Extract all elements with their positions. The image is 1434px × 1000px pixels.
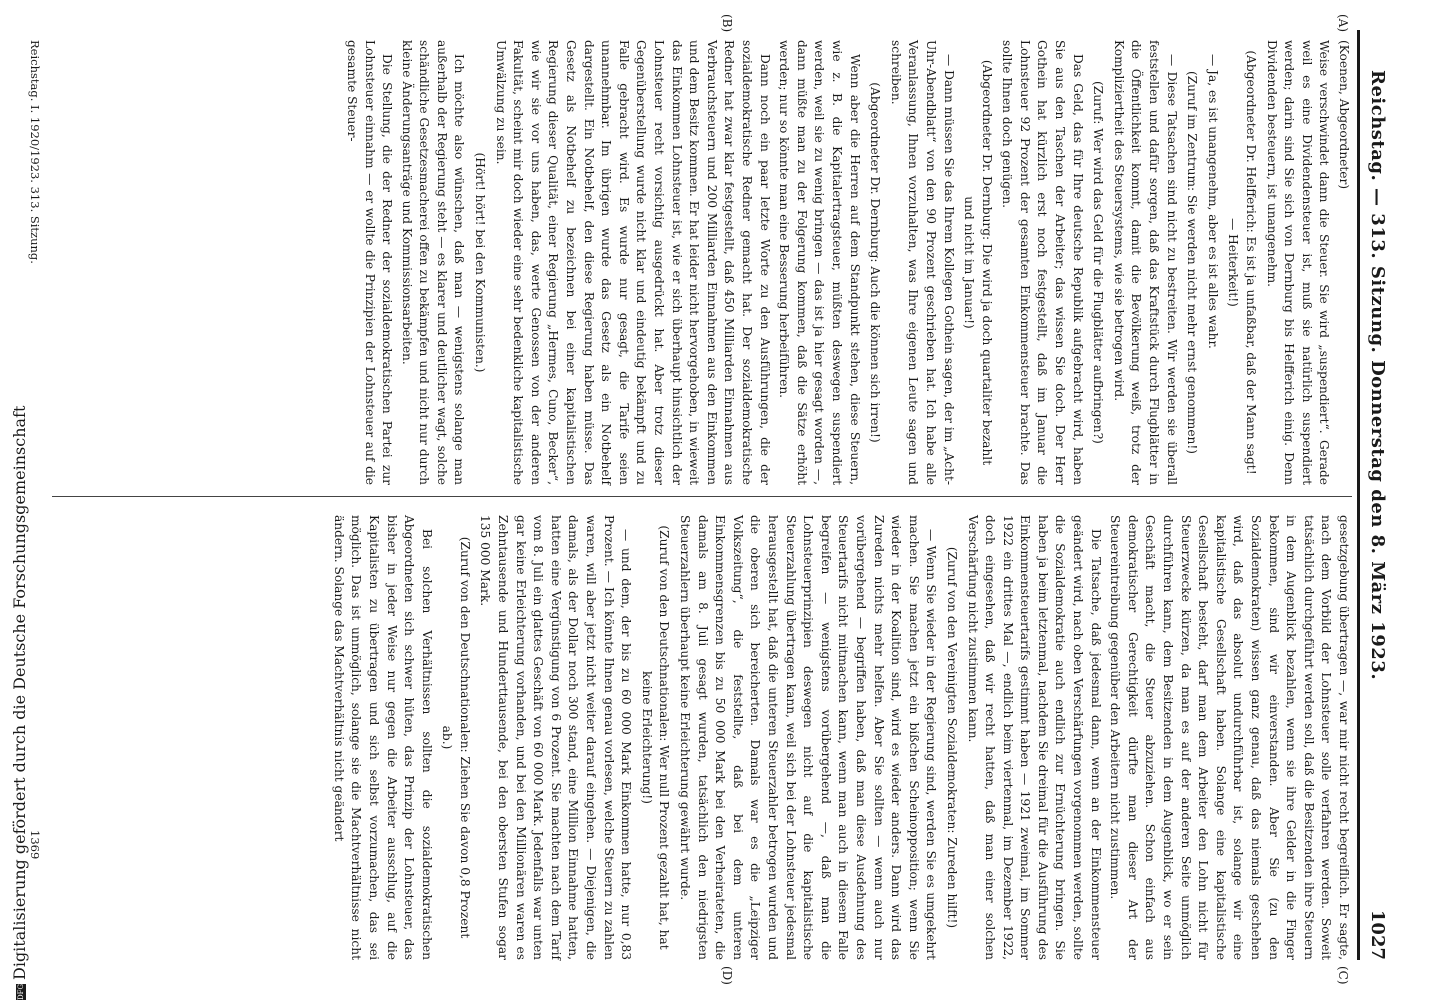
dfg-logo: DFG xyxy=(16,983,25,1000)
left-column xyxy=(340,40,1352,485)
paragraph: Die Stellung, die der Redner der sozialdemokratischen Partei zur Lohnsteuer einnahm — er wollte die Prinzipien der Lohnsteuer auf die gesamte Steuer- xyxy=(344,40,395,485)
paragraph: Die Tatsache, daß jedesmal dann, wenn an der Einkommensteuer geändert wird, nach oben Verschärfungen vorgenommen werden, sollte die Sozialdemokratie auch endlich zur Ernüchterung bringen. Sie haben ja beim letztenmal, nachdem Sie dreimal für die Ausführung des Einkommensteuertarifs gestimmt haben — 1921 zweimal, im Sommer 1922 ein drittes Mal —, endlich beim viertenmal, im Dezember 1922, doch eingesehen, daß wir recht hatten, daß man einer solchen Verschärfung nicht zustimmen kann. xyxy=(965,515,1103,960)
column-divider xyxy=(52,496,1352,497)
header-rule xyxy=(1357,30,1360,960)
paragraph: Weise verschwindet dann die Steuer. Sie wird „suspendiert“. Gerade weil es eine Dividendensteuer ist, muß sie natürlich suspendiert werden; darin sind Sie sich von Dernburg bis Helfferich einig. Denn Dividenden besteuern, ist unangenehm. xyxy=(1264,40,1332,485)
interjection: (Abgeordneter Dr. Dernburg: Die wird ja doch quartaliter bezahlt und nicht im Januar!) xyxy=(962,59,994,466)
credit-line xyxy=(10,0,29,1000)
footer-source: Reichstag. I. 1920/1923. 313. Sitzung. xyxy=(28,40,42,264)
interjection: (Zuruf im Zentrum: Sie werden nicht mehr ernst genommen!) xyxy=(1185,70,1200,455)
credit-text: Digitalisierung gefördert durch die Deutsche Forschungsgemeinschaft xyxy=(10,405,29,980)
page-title: Reichstag. — 313. Sitzung. Donnerstag den 8. März 1923. xyxy=(1367,70,1388,681)
paragraph: — Wenn Sie wieder in der Regierung sind, werden Sie es umgekehrt machen. Sie machen jetzt ein bißchen Scheinopposition; wenn Sie wieder in der Koalition sind, wird es wieder anders. Dann wird das Zureden nichts mehr helfen. Aber Sie sollten — wenn auch nur vorübergehend — begriffen haben, daß man diese Ausdehnung des Steuertarifs nicht mitmachen kann, wenn man auch in diesem Falle begreifen — wenigstens vorübergehend —, daß man die Lohnsteuerprinzipien deswegen nicht auf die kapitalistische Steuerzahlung übertragen kann, weil sich bei der Lohnsteuer jedesmal herausgestellt hat, daß die unteren Steuerzahler betrogen wurden und die oberen sich bereicherten. Damals war es die „Leipziger Volkszeitung“, die feststellte, daß bei dem unteren Einkommensgrenzen bis zu 50 000 Mark bei den Verheirateten, die damals am 8. Juli gesagt wurden, tatsächlich den niedrigsten Steuerzahlern überhaupt keine Erleichterung gewährt wurde. xyxy=(678,515,939,960)
footer-number: 1369 xyxy=(28,830,42,860)
margin-mark-c: (C) xyxy=(1336,966,1350,985)
paragraph: gesetzgebung übertragen —, war mir nicht recht begreiflich. Er sagte, nach dem Vorbild der Lohnsteuer solle verfahren werden. Soweit tatsächlich durchgeführt werden soll, daß die Besitzenden ihre Steuern in dem Augenblick bezahlen, wenn sie ihre Gelder in die Finger bekommen, sind wir einverstanden. Aber Sie (zu den Sozialdemokraten) wissen ganz genau, daß das niemals geschehen wird, daß das absolut undurchführbar ist, solange wir eine kapitalistische Gesellschaft haben. Solange eine kapitalistische Gesellschaft besteht, darf man dem Arbeiter den Lohn nicht für Steuerzwecke kürzen, da man es auf der anderen Seite unmöglich durchführen kann, dem Besitzenden in dem Augenblick, wo er sein Geschäft macht, die Steuer abzuziehen. Schon einfach aus demokratischer Gerechtigkeit dürfte man dieser Art der Steuereintreibung gegenüber den Arbeitern nicht zustimmen. xyxy=(1108,515,1351,960)
interjection: (Zuruf: Wer wird das Geld für die Flugblätter aufbringen?) xyxy=(1091,81,1106,444)
margin-mark-d: (D) xyxy=(720,966,734,985)
paragraph: Ich möchte also wünschen, daß man — wenigstens solange man außerhalb der Regierung steht — es klarer und deutlicher wagt, solche schändliche Gesetzesmacherei offen zu bekämpfen und nicht nur durch kleine Änderungsanträge und Kommissionsarbeiten. xyxy=(399,40,467,485)
margin-mark-a: (A) xyxy=(1336,14,1350,33)
interjection: (Zuruf von den Deutschnationalen: Wer null Prozent gezahlt hat, hat keine Erleichterung!) xyxy=(639,525,672,950)
paragraph: — und dem, der bis zu 60 000 Mark Einkommen hatte, nur 0,83 Prozent. — Ich könnte Ihnen genau vorlesen, welche Steuern zu zahlen waren, will aber jetzt nicht weiter darauf eingehen. — Diejenigen, die damals, als der Dollar noch 300 stand, eine Million Einnahme hatten, hatten eine Vergünstigung von 6 Prozent. Sie machten nach dem Tarif vom 8. Juli ein glattes Geschäft von 60 000 Mark. Jedenfalls war unten gar keine Erleichterung vorhanden, und bei den Millionären waren es Zehntausende und Hunderttausende, bei den obersten Stufen sogar 135 000 Mark. xyxy=(478,515,634,960)
page-number: 1027 xyxy=(1367,909,1388,960)
interjection: (Abgeordneter Dr. Dernburg: Auch die können sich irren!) xyxy=(868,82,883,443)
paragraph: — Dann müssen Sie das Ihrem Kollegen Gothein sagen, der im „Acht-Uhr-Abendblatt“ von den 90 Prozent geschrieben hat. Ich habe alle Veranlassung, Ihnen vorzuhalten, was Ihre eigenen Leute sagen und schreiben. xyxy=(888,40,956,485)
page-header xyxy=(1362,30,1392,960)
paragraph: (Koenen, Abgeordneter) xyxy=(1337,40,1351,190)
interjection: (Zuruf von den Vereinigten Sozialdemokraten: Zureden hilft!) xyxy=(944,546,959,929)
right-column xyxy=(327,515,1352,960)
interjection: (Abgeordneter Dr. Helfferich: Es ist ja unfaßbar, daß der Mann sagt! — Heiterkeit!) xyxy=(1226,50,1259,475)
paragraph: Dann noch ein paar letzte Worte zu den Ausführungen, die der sozialdemokratische Redner gemacht hat. Der sozialdemokratische Redner hat zwar klar festgestellt, daß 450 Milliarden Einnahmen aus Verbrauchsteuern und 200 Milliarden Einnahmen aus den Einkommen und dem Besitz kommen. Er hat leider nicht hervorgehoben, in wieweit das Einkommen Lohnsteuer ist, wie er sich überhaupt hinsichtlich der Lohnsteuer recht vorsichtig ausgedrückt hat. Aber trotz dieser Gegenüberstellung wurde nicht klar und eindeutig bekämpft und zu Falle gebracht wird. Es wurde nur gesagt, die Tarife seien unannehmbar. Im übrigen wurde das Gesetz als ein Notbehelf dargestellt. Ein Notbehelf, den diese Regierung haben müsse. Das Gesetz als Notbehelf zu bezeichnen bei einer kapitalistischen Regierung dieser Qualität, einer Regierung „Hermes, Cuno, Becker“, wie wir sie vor uns haben, das, werte Genossen von der anderen Fakultät, scheint mir doch wieder eine sehr bedenkliche kapitalistische Umwälzung zu sein. xyxy=(493,40,772,485)
paragraph: Wenn aber die Herren auf dem Standpunkt stehen, diese Steuern, wie z. B. die Kapitalertragsteuer, müßten deswegen suspendiert werden, weil sie zu wenig bringen — das ist ja hier gesagt worden —, dann müßte man zu der Folgerung kommen, daß die Sätze erhöht werden; nur so könnte man eine Besserung herbeiführen. xyxy=(777,40,862,485)
paragraph: — Diese Tatsachen sind nicht zu bestreiten. Wir werden sie überall feststellen und dafür sorgen, daß das Kraftstück durch Flugblätter in die Öffentlichkeit kommt, damit die Bevölkerung weiß, trotz der Kompliziertheit des Steuersystems, wie sie betrogen wird. xyxy=(1111,40,1179,485)
paragraph: Bei solchen Verhältnissen sollten die sozialdemokratischen Abgeordneten sich schwer hüten, das Prinzip der Lohnsteuer, das bisher in jeder Weise nur gegen die Arbeiter ausschlug, auf die Kapitalisten zu übertragen und sich selbst vorzumachen, das sei möglich. Das ist unmöglich, solange sie die Machtverhältnisse nicht ändern. Solange das Machtverhältnis nicht geändert xyxy=(331,515,434,960)
interjection: (Zuruf von den Deutschnationalen: Ziehen Sie davon 0,8 Prozent ab.) xyxy=(440,536,472,939)
margin-mark-b: (B) xyxy=(720,14,734,33)
paragraph: — Ja, es ist unangenehm, aber es ist alles wahr. xyxy=(1205,54,1220,349)
paragraph: Das Geld, das für Ihre deutsche Republik aufgebracht wird, haben Sie aus den Taschen der Arbeiter; das wissen Sie doch. Der Herr Gothein hat kürzlich erst noch festgestellt, daß im Januar die Lohnsteuer 92 Prozent der gesamten Einkommensteuer brachte. Das sollte Ihnen doch genügen. xyxy=(1000,40,1085,485)
interjection: (Hört! hört! bei den Kommunisten.) xyxy=(473,152,488,373)
